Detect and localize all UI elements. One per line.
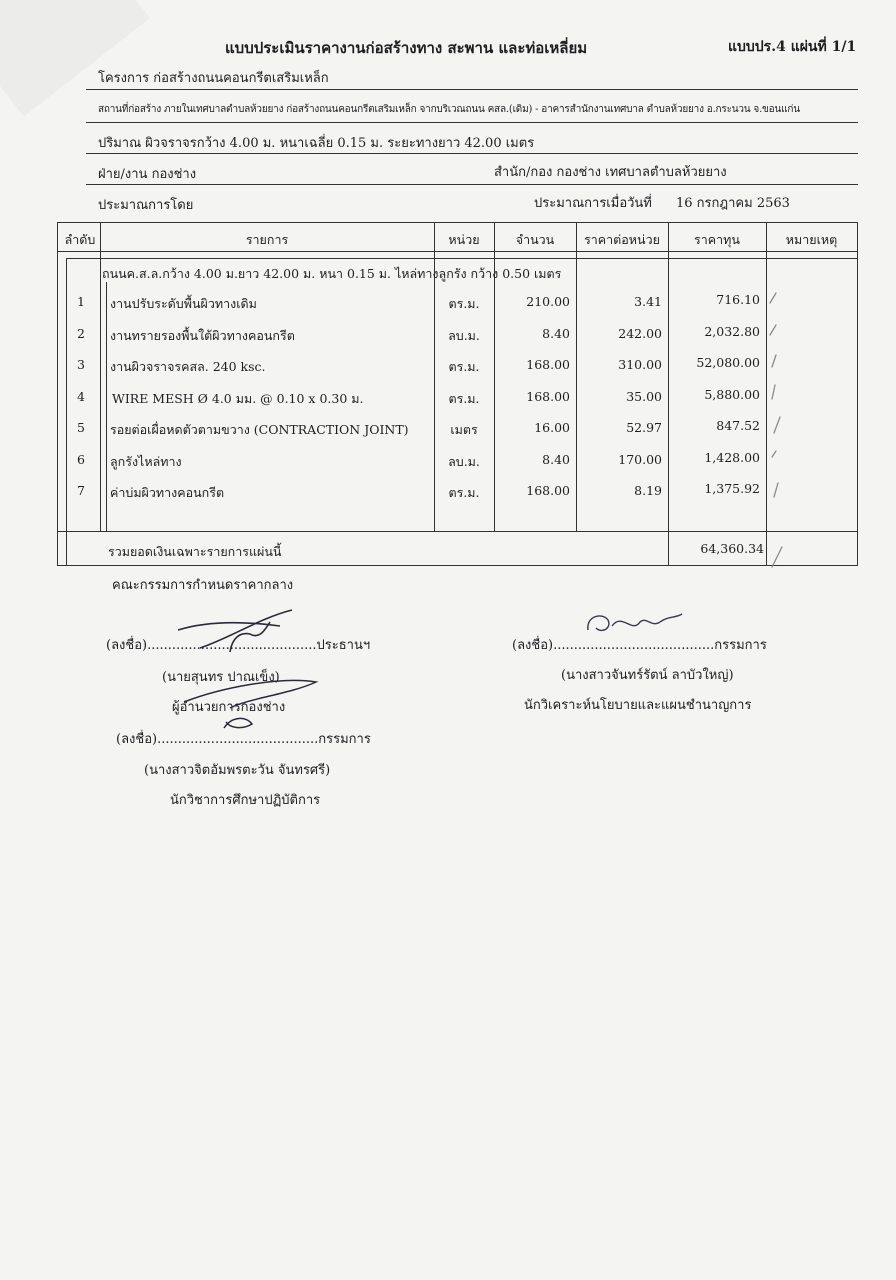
section-title: ถนนค.ส.ล.กว้าง 4.00 ม.ยาว 42.00 ม. หนา 0.15 ม. ไหล่ทางลูกรัง กว้าง 0.50 เมตร — [102, 266, 562, 281]
total-value: 64,360.34 — [700, 541, 764, 556]
row-unit: ตร.ม. — [448, 391, 480, 406]
row-item: รอยต่อเผื่อหดตัวตามขวาง (CONTRACTION JOINT) — [110, 422, 409, 437]
row-unit: ลบ.ม. — [448, 454, 480, 469]
row-qty: 8.40 — [542, 326, 570, 341]
member-3-title: นักวิชาการศึกษาปฏิบัติการ — [170, 793, 321, 808]
row-price: 3.41 — [634, 294, 662, 309]
estimated-date: 16 กรกฎาคม 2563 — [676, 196, 790, 211]
row-qty: 168.00 — [526, 389, 570, 404]
row-cost: 1,428.00 — [704, 450, 760, 465]
project-name: โครงการ ก่อสร้างถนนคอนกรีตเสริมเหล็ก — [98, 71, 329, 86]
row-price: 35.00 — [626, 389, 662, 404]
row-item: WIRE MESH Ø 4.0 มม. @ 0.10 x 0.30 ม. — [112, 391, 364, 406]
col-header-cost: ราคาทุน — [694, 232, 740, 247]
row-unit: ตร.ม. — [448, 485, 480, 500]
document-title: แบบประเมินราคางานก่อสร้างทาง สะพาน และท่อเหลี่ยม — [225, 39, 588, 57]
row-unit: ตร.ม. — [448, 296, 480, 311]
row-no: 4 — [77, 389, 85, 404]
signature-line-chairman: (ลงชื่อ).........................................ประธานฯ — [106, 638, 371, 653]
estimated-by: ประมาณการโดย — [98, 198, 194, 213]
row-cost: 1,375.92 — [704, 481, 760, 496]
row-unit: เมตร — [450, 422, 478, 437]
row-no: 7 — [77, 483, 85, 498]
committee-heading: คณะกรรมการกำหนดราคากลาง — [112, 578, 294, 593]
row-cost: 5,880.00 — [704, 387, 760, 402]
col-header-remark: หมายเหตุ — [785, 232, 838, 247]
col-header-qty: จำนวน — [515, 232, 555, 247]
row-cost: 847.52 — [716, 418, 760, 433]
office: สำนัก/กอง กองช่าง เทศบาลตำบลห้วยยาง — [494, 165, 727, 180]
row-qty: 168.00 — [526, 483, 570, 498]
check-marks — [766, 285, 826, 575]
row-no: 2 — [77, 326, 85, 341]
chairman-title: ผู้อำนวยการกองช่าง — [172, 700, 286, 715]
row-qty: 8.40 — [542, 452, 570, 467]
row-item: ค่าบ่มผิวทางคอนกรีต — [110, 485, 225, 500]
col-header-item: รายการ — [245, 232, 289, 247]
folded-corner — [0, 0, 150, 117]
row-price: 242.00 — [618, 326, 662, 341]
row-price: 8.19 — [634, 483, 662, 498]
total-label: รวมยอดเงินเฉพาะรายการแผ่นนี้ — [108, 544, 282, 559]
row-cost: 716.10 — [716, 292, 760, 307]
member-2-title: นักวิเคราะห์นโยบายและแผนชำนาญการ — [524, 698, 752, 713]
member-2-name: (นางสาวจันทร์รัตน์ ลาบัวใหญ่) — [561, 668, 734, 683]
row-item: งานทรายรองพื้นใต้ผิวทางคอนกรีต — [110, 328, 295, 343]
row-unit: ลบ.ม. — [448, 328, 480, 343]
row-price: 52.97 — [626, 420, 662, 435]
row-price: 170.00 — [618, 452, 662, 467]
row-cost: 52,080.00 — [696, 355, 760, 370]
row-no: 3 — [77, 357, 85, 372]
form-number: แบบปร.4 แผ่นที่ 1/1 — [728, 39, 857, 55]
row-item: งานปรับระดับพื้นผิวทางเดิม — [110, 296, 257, 311]
signature-member-2 — [582, 606, 692, 640]
row-no: 1 — [77, 294, 85, 309]
row-qty: 210.00 — [526, 294, 570, 309]
row-item: งานผิวจราจรคสล. 240 ksc. — [110, 359, 266, 374]
row-qty: 168.00 — [526, 357, 570, 372]
member-3-name: (นางสาวจิตอัมพรตะวัน จันทรศรี) — [144, 763, 331, 778]
signature-chairman — [170, 608, 310, 658]
row-unit: ตร.ม. — [448, 359, 480, 374]
col-header-no: ลำดับ — [64, 232, 96, 247]
row-price: 310.00 — [618, 357, 662, 372]
col-header-unit-price: ราคาต่อหน่วย — [584, 232, 660, 247]
chairman-name: (นายสุนทร ปาณเข็ง) — [162, 670, 280, 685]
department: ฝ่าย/งาน กองช่าง — [98, 167, 197, 182]
row-qty: 16.00 — [534, 420, 570, 435]
construction-location: สถานที่ก่อสร้าง ภายในเทศบาลตำบลห้วยยาง ก่อสร้างถนนคอนกรีตเสริมเหล็ก จากบริเวณถนน คสล.(เดิม) - อาคารสำนักงานเทศบาล ตำบลห้วยยาง อ.กระนวน จ.ขอนแก่น — [98, 104, 800, 115]
signature-line-member-3: (ลงชื่อ).......................................กรรมการ — [116, 732, 371, 747]
col-header-unit: หน่วย — [448, 232, 480, 247]
estimated-date-label: ประมาณการเมื่อวันที่ — [534, 196, 652, 211]
quantity-spec: ปริมาณ ผิวจราจรกว้าง 4.00 ม. หนาเฉลี่ย 0.15 ม. ระยะทางยาว 42.00 เมตร — [98, 136, 535, 151]
row-cost: 2,032.80 — [704, 324, 760, 339]
row-no: 6 — [77, 452, 85, 467]
signature-line-member-2: (ลงชื่อ).......................................กรรมการ — [512, 638, 767, 653]
row-item: ลูกรังไหล่ทาง — [110, 454, 182, 469]
row-no: 5 — [77, 420, 85, 435]
